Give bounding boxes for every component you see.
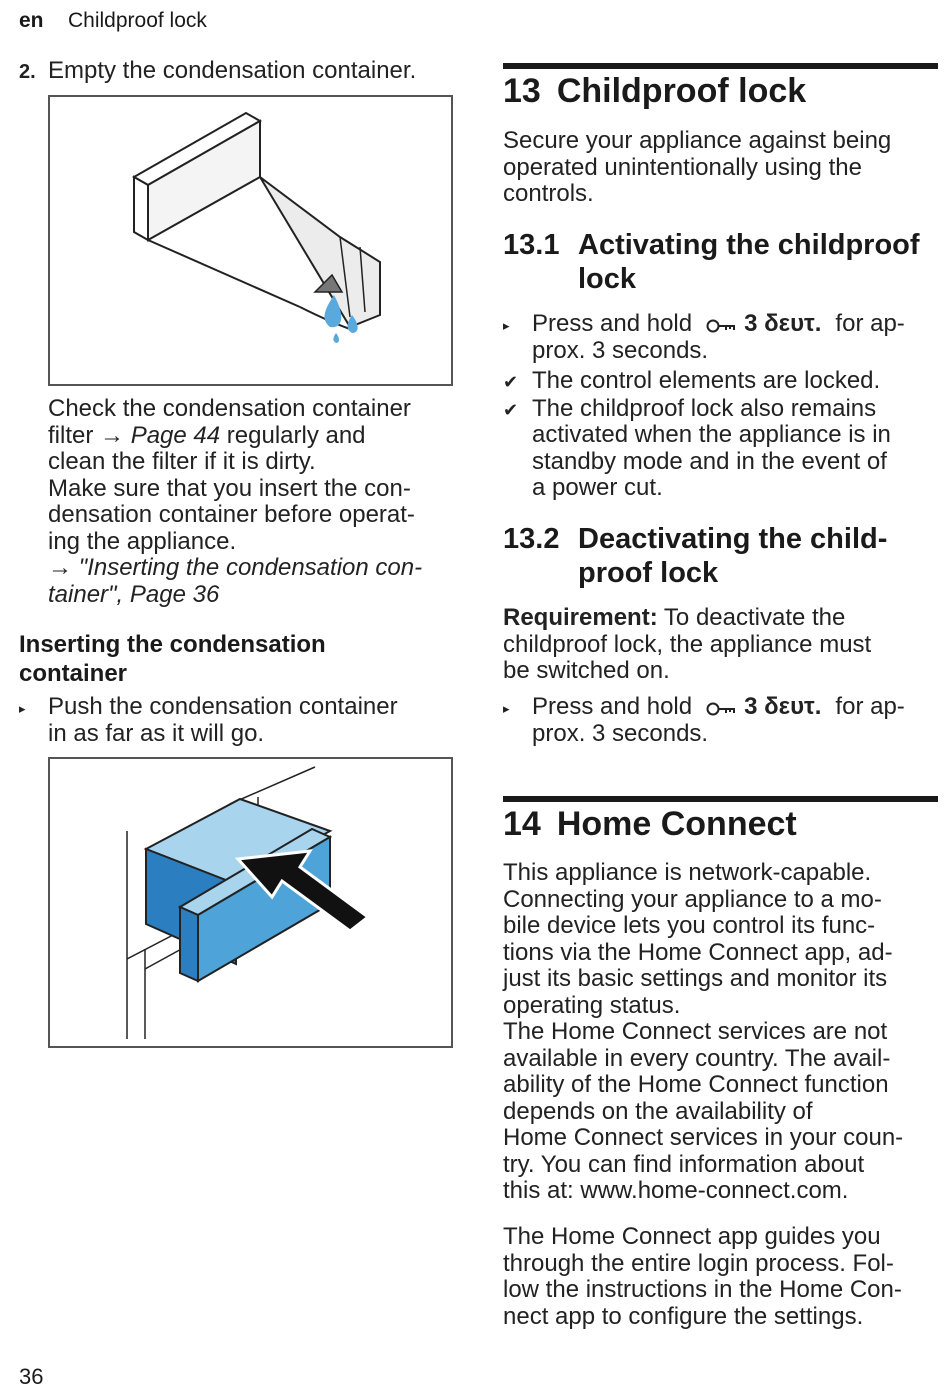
paragraph-line: available in every country. The avail- [503,1044,891,1072]
instruction-item [503,694,943,747]
section-13-intro [503,128,933,208]
page-number: 36 [19,1364,44,1389]
note-line: densation container before operat- [48,501,415,528]
instruction-line [532,694,943,721]
arrow-icon: → [48,554,72,581]
note-line: Make sure that you insert the con- [48,474,411,502]
arrow-icon: → [100,421,125,449]
result-item [503,368,943,395]
key-label: 3 δευτ. [744,310,822,337]
subsection-heading-13-2 [503,522,943,590]
section-number: 13 [503,72,541,110]
subsection-heading-13-1 [503,228,943,296]
handle-side [180,907,198,981]
section-number: 14 [503,805,541,843]
paragraph-line: through the entire login process. Fol- [503,1249,894,1277]
result-line: The control elements are locked. [532,367,881,394]
intro-line: controls. [503,180,594,207]
requirement-text: To deactivate the [657,604,846,631]
instruction-text: Press and hold [532,693,693,720]
instruction-item [19,694,459,747]
paragraph-line: The Home Connect app guides you [503,1223,881,1250]
header-section-title: Childproof lock [68,9,207,32]
requirement-line [503,605,933,632]
step-2 [19,58,459,86]
section-title: Home Connect [556,805,797,843]
key-icon [706,700,738,718]
subheading-inserting-container: Inserting the condensation container [19,631,326,687]
requirement-label: Requirement: [503,604,658,631]
insert-container-illustration [50,759,451,1046]
page-reference-link[interactable]: Page 44 [130,421,221,449]
requirement-line: be switched on. [503,657,670,684]
container-front [134,177,148,240]
section-rule [503,63,938,69]
play-bullet-icon: ▸ [503,318,510,333]
note-text: regularly and [220,421,366,449]
note-text: filter [48,421,101,449]
instruction-line [532,311,943,338]
home-connect-paragraph-2 [503,1224,943,1330]
section-rule [503,796,938,802]
subsection-title-line: Deactivating the child- [578,523,888,555]
paragraph-line: this at: www.home-connect.com. [503,1177,849,1204]
subsection-title-line: proof lock [578,557,719,589]
figure-insert-container [48,757,453,1048]
paragraph-line: This appliance is network-capable. [503,859,872,886]
condensation-container-illustration [50,97,451,384]
home-connect-paragraph-1 [503,860,943,1205]
paragraph-line: depends on the availability of [503,1097,813,1125]
insert-instruction [19,694,459,747]
result-line: The childproof lock also remains [532,394,877,422]
key-label: 3 δευτ. [744,693,822,720]
intro-line: operated unintentionally using the [503,153,862,181]
note-line: ing the appliance. [48,527,237,555]
play-bullet-icon: ▸ [503,701,510,716]
paragraph-line: The Home Connect services are not [503,1018,888,1045]
container-body [260,121,380,327]
note-line: Check the condensation container [48,395,411,422]
instruction-item [503,311,943,364]
water-drop-tiny [333,333,339,343]
container-bottom-edge [148,240,300,307]
note-line: clean the filter if it is dirty. [48,448,316,475]
paragraph-line: tions via the Home Connect app, ad- [503,938,893,966]
cross-reference-text: "Inserting the condensation con- [72,554,423,581]
section-heading-13 [503,72,806,110]
result-line: a power cut. [532,474,663,501]
figure-empty-container [48,95,453,386]
play-bullet-icon: ▸ [19,701,26,716]
paragraph-line: bile device lets you control its func- [503,912,876,939]
subsection-title-line: Activating the childproof [578,229,920,261]
paragraph-line: Connecting your appliance to a mo- [503,885,882,913]
instruction-text: for ap- [835,693,905,720]
instruction-text: Press and hold [532,310,693,337]
deactivate-steps [503,694,943,747]
intro-line: Secure your appliance against being [503,127,892,154]
maintenance-note [48,396,458,608]
instruction-line: prox. 3 seconds. [532,719,709,747]
subsection-number: 13.2 [503,523,560,555]
paragraph-line: ability of the Home Connect function [503,1071,889,1098]
note-line [48,423,458,450]
check-icon: ✔ [503,372,519,392]
subsection-number: 13.1 [503,229,560,261]
paragraph-line: just its basic settings and monitor its [503,965,888,992]
instruction-line: in as far as it will go. [48,719,265,747]
result-line: activated when the appliance is in [532,421,891,448]
header-language: en [19,9,44,32]
instruction-text: for ap- [835,310,905,337]
instruction-line: prox. 3 seconds. [532,336,709,364]
step-number: 2. [19,61,36,83]
section-title: Childproof lock [556,72,807,110]
result-line: standby mode and in the event of [532,447,887,475]
paragraph-line: low the instructions in the Home Con- [503,1276,902,1303]
step-text: Empty the condensation container. [48,57,417,84]
requirement-note [503,605,933,685]
frame-line [230,767,315,804]
activate-steps [503,311,943,502]
cross-reference-link[interactable] [48,555,458,582]
instruction-line: Push the condensation container [48,693,398,720]
result-item [503,396,943,502]
check-icon: ✔ [503,399,519,420]
section-heading-14 [503,805,797,843]
paragraph-line: try. You can find information about [503,1150,865,1178]
key-icon [706,317,738,335]
paragraph-line: operating status. [503,991,681,1019]
cross-reference-text: tainer", Page 36 [48,580,220,608]
paragraph-line: Home Connect services in your coun- [503,1124,904,1151]
requirement-line: childproof lock, the appliance must [503,630,872,658]
subsection-title-line: lock [578,263,637,295]
paragraph-line: nect app to configure the settings. [503,1302,864,1330]
frame-line [127,934,175,959]
